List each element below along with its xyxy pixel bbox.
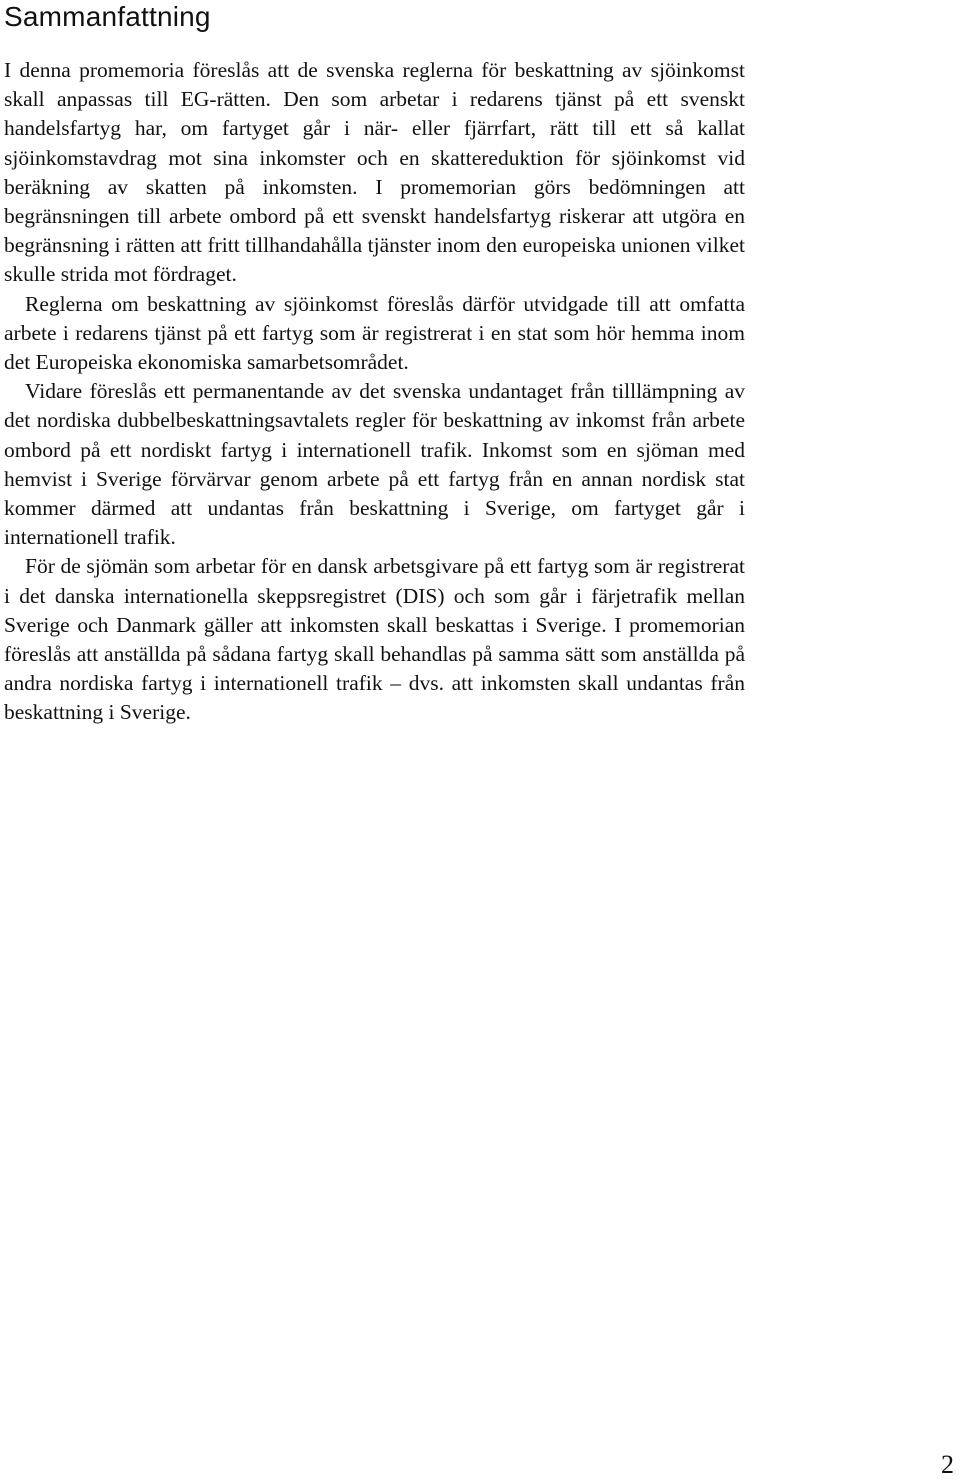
summary-body — [4, 56, 745, 728]
paragraph-1: I denna promemoria föreslås att de svenska reglerna för beskattning av sjöinkomst skall anpassas till EG-rätten. Den som arbetar i redarens tjänst på ett svenskt handelsfartyg har, om fartyget går i när- eller fjärrfart, rätt till ett så kallat sjöinkomstavdrag mot sina inkomster och en skattereduktion för sjöinkomst vid beräkning av skatten på inkomsten. I promemorian görs bedömningen att begränsningen till arbete ombord på ett svenskt handelsfartyg riskerar att utgöra en begränsning i rätten att fritt tillhandahålla tjänster inom den europeiska unionen vilket skulle strida mot fördraget. — [4, 58, 745, 287]
page-title: Sammanfattning — [4, 1, 211, 32]
paragraph-4: För de sjömän som arbetar för en dansk arbetsgivare på ett fartyg som är registrerat i det danska internationella skeppsregistret (DIS) och som går i färjetrafik mellan Sverige och Danmark gäller att inkomsten skall beskattas i Sverige. I promemorian föreslås att anställda på sådana fartyg skall behandlas på samma sätt som anställda på andra nordiska fartyg i internationell trafik – dvs. att inkomsten skall undantas från beskattning i Sverige. — [4, 554, 745, 725]
page-number: 2 — [941, 1450, 954, 1479]
paragraph-3: Vidare föreslås ett permanentande av det svenska undantaget från tilllämpning av det nordiska dubbelbeskattningsavtalets regler för beskattning av inkomst från arbete ombord på ett nordiskt fartyg i internationell trafik. Inkomst som en sjöman med hemvist i Sverige förvärvar genom arbete på ett fartyg från en annan nordisk stat kommer därmed att undantas från beskattning i Sverige, om fartyget går i internationell trafik. — [4, 379, 745, 550]
paragraph-2: Reglerna om beskattning av sjöinkomst föreslås därför utvidgade till att omfatta arbete i redarens tjänst på ett fartyg som är registrerat i en stat som hör hemma inom det Europeiska ekonomiska samarbetsområdet. — [4, 291, 745, 375]
